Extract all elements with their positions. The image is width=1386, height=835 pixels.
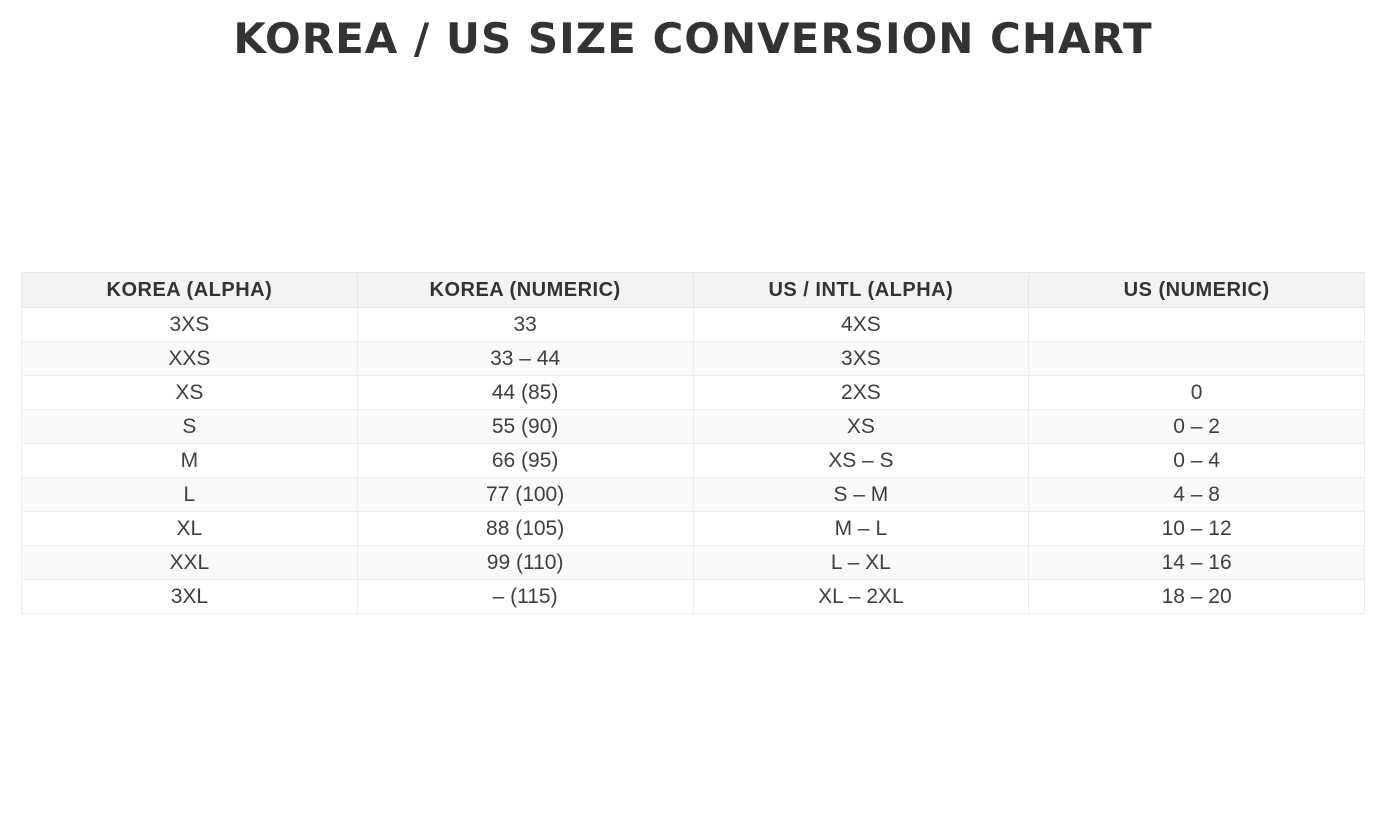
table-cell: 3XS [693, 342, 1029, 376]
table-cell: 18 – 20 [1029, 580, 1365, 614]
table-cell [1029, 342, 1365, 376]
table-cell: 3XL [22, 580, 358, 614]
table-cell: 55 (90) [357, 410, 693, 444]
table-row [22, 546, 1365, 580]
table-cell: XS [22, 376, 358, 410]
table-cell: 14 – 16 [1029, 546, 1365, 580]
table-row [22, 376, 1365, 410]
table-cell: 4XS [693, 308, 1029, 342]
table-cell: 77 (100) [357, 478, 693, 512]
table-cell: XXS [22, 342, 358, 376]
table-cell: L – XL [693, 546, 1029, 580]
table-cell: 4 – 8 [1029, 478, 1365, 512]
table-row [22, 512, 1365, 546]
table-cell: XL [22, 512, 358, 546]
table-cell: XL – 2XL [693, 580, 1029, 614]
column-header-us-numeric: US (NUMERIC) [1029, 273, 1365, 308]
column-header-us-intl-alpha: US / INTL (ALPHA) [693, 273, 1029, 308]
table-row [22, 580, 1365, 614]
table-cell [1029, 308, 1365, 342]
size-conversion-table [21, 272, 1365, 614]
table-cell: 99 (110) [357, 546, 693, 580]
table-row [22, 308, 1365, 342]
column-header-korea-numeric: KOREA (NUMERIC) [357, 273, 693, 308]
table-cell: XXL [22, 546, 358, 580]
table-cell: XS [693, 410, 1029, 444]
table-cell: S – M [693, 478, 1029, 512]
table-cell: L [22, 478, 358, 512]
table-body [22, 308, 1365, 614]
table-header [22, 273, 1365, 308]
table-cell: 0 – 4 [1029, 444, 1365, 478]
table-cell: M – L [693, 512, 1029, 546]
table-cell: 10 – 12 [1029, 512, 1365, 546]
table-cell: 44 (85) [357, 376, 693, 410]
column-header-korea-alpha: KOREA (ALPHA) [22, 273, 358, 308]
table-cell: 3XS [22, 308, 358, 342]
table-container [21, 272, 1365, 614]
header-row [22, 273, 1365, 308]
table-cell: XS – S [693, 444, 1029, 478]
table-cell: 2XS [693, 376, 1029, 410]
page-title: KOREA / US SIZE CONVERSION CHART [233, 14, 1153, 63]
table-cell: M [22, 444, 358, 478]
table-cell: 33 – 44 [357, 342, 693, 376]
table-row [22, 410, 1365, 444]
table-row [22, 444, 1365, 478]
table-cell: 0 – 2 [1029, 410, 1365, 444]
table-row [22, 478, 1365, 512]
table-row [22, 342, 1365, 376]
table-cell: S [22, 410, 358, 444]
table-cell: 88 (105) [357, 512, 693, 546]
table-cell: 0 [1029, 376, 1365, 410]
table-cell: 33 [357, 308, 693, 342]
table-cell: – (115) [357, 580, 693, 614]
table-cell: 66 (95) [357, 444, 693, 478]
